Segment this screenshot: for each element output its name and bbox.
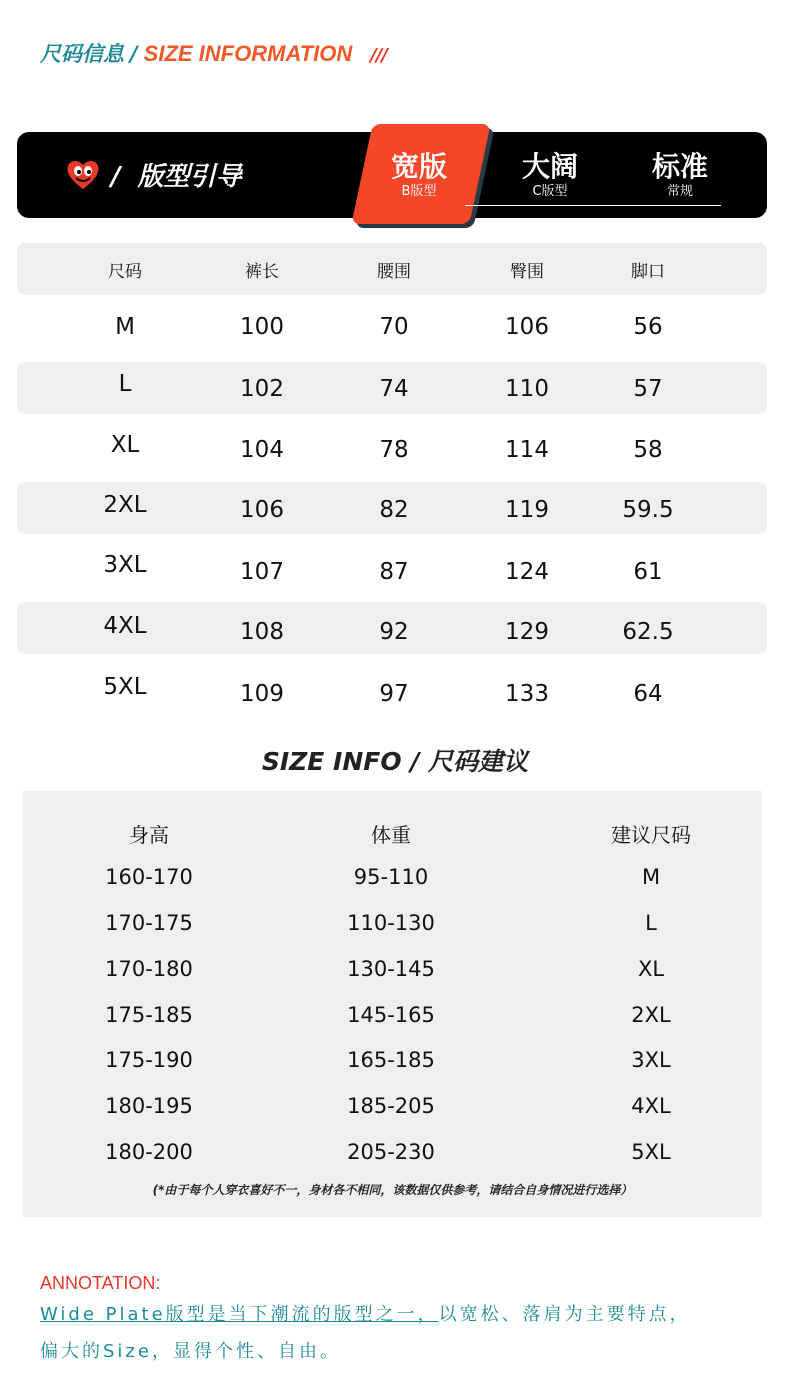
- size-cell: 5XL: [103, 674, 147, 700]
- length-cell: 109: [240, 681, 284, 707]
- hip-cell: 114: [505, 437, 549, 463]
- height-cell: 170-180: [105, 957, 193, 981]
- tab-standard-fit[interactable]: [640, 150, 720, 200]
- waist-cell: 78: [379, 437, 409, 463]
- length-cell: 104: [240, 437, 284, 463]
- size-cell: XL: [110, 432, 140, 458]
- waist-cell: 82: [379, 497, 409, 523]
- waist-cell: 70: [379, 314, 409, 340]
- height-cell: 170-175: [105, 911, 193, 935]
- fit-guide-label: 版型引导: [137, 162, 242, 192]
- hem-cell: 62.5: [622, 619, 674, 645]
- heart-face-icon: [65, 156, 101, 192]
- length-cell: 102: [240, 376, 284, 402]
- table-row: [17, 602, 767, 654]
- hip-cell: 129: [505, 619, 549, 645]
- size-recommendation-panel: [23, 791, 762, 1217]
- tab-wide-fit-label: 宽版: [390, 150, 447, 183]
- annotation-underlined-text: Wide Plate版型是当下潮流的版型之一，: [40, 1304, 439, 1325]
- header-slash: /: [130, 42, 138, 66]
- weight-cell: 110-130: [347, 911, 435, 935]
- header-cell: 尺码: [108, 262, 142, 282]
- height-cell: 180-200: [105, 1140, 193, 1164]
- tab-standard-fit-sub: 常规: [666, 184, 693, 199]
- weight-cell: 130-145: [347, 957, 435, 981]
- height-cell: 160-170: [105, 865, 193, 889]
- header-en: SIZE INFORMATION: [143, 41, 353, 66]
- hem-cell: 64: [633, 681, 663, 707]
- hem-cell: 61: [633, 559, 663, 585]
- header-bars: ///: [370, 45, 387, 66]
- hem-cell: 59.5: [622, 497, 674, 523]
- table-row: [17, 482, 767, 534]
- hip-cell: 133: [505, 681, 549, 707]
- suggested-size-cell: M: [641, 865, 661, 889]
- weight-cell: 95-110: [353, 865, 429, 889]
- annotation-line-1-rest: 以宽松、落肩为主要特点，: [438, 1304, 691, 1325]
- length-cell: 106: [240, 497, 284, 523]
- tab-loose-fit-label: 大阔: [521, 150, 578, 183]
- length-cell: 107: [240, 559, 284, 585]
- header-cell: 裤长: [245, 262, 279, 282]
- hip-cell: 119: [505, 497, 549, 523]
- weight-cell: 185-205: [347, 1094, 435, 1118]
- tab-wide-fit-sub: B版型: [401, 184, 437, 199]
- tab-loose-fit[interactable]: [510, 150, 590, 200]
- height-cell: 180-195: [105, 1094, 193, 1118]
- tab-wide-fit[interactable]: [379, 150, 459, 200]
- table-row: [17, 303, 767, 355]
- fit-guide-bar: [17, 132, 767, 218]
- tab-standard-fit-label: 标准: [651, 150, 708, 183]
- weight-header: 体重: [371, 823, 411, 847]
- table-row: [17, 423, 767, 475]
- hem-cell: 58: [633, 437, 663, 463]
- disclaimer-note: (*由于每个人穿衣喜好不一，身材各不相同，该数据仅供参考，请结合自身情况进行选择）: [152, 1183, 633, 1197]
- section-header: [40, 38, 387, 68]
- header-cell: 臀围: [510, 262, 544, 282]
- waist-cell: 92: [379, 619, 409, 645]
- size-cell: M: [115, 314, 135, 340]
- waist-cell: 97: [379, 681, 409, 707]
- weight-cell: 205-230: [347, 1140, 435, 1164]
- waist-cell: 74: [379, 376, 409, 402]
- hem-cell: 56: [633, 314, 663, 340]
- suggested-size-cell: 3XL: [631, 1048, 671, 1072]
- weight-cell: 145-165: [347, 1003, 435, 1027]
- header-cell: 脚口: [631, 262, 665, 282]
- size-info-title: SIZE INFO / 尺码建议: [261, 747, 529, 776]
- size-cell: L: [118, 371, 132, 397]
- table-row: [17, 663, 767, 715]
- suggested-size-cell: XL: [637, 957, 665, 981]
- hem-cell: 57: [633, 376, 663, 402]
- annotation-label: ANNOTATION:: [40, 1273, 161, 1293]
- suggested-size-cell: 5XL: [631, 1140, 671, 1164]
- fit-guide-title: [111, 156, 242, 193]
- size-table-header: [17, 243, 767, 295]
- weight-cell: 165-185: [347, 1048, 435, 1072]
- suggested-size-cell: L: [645, 911, 657, 935]
- hip-cell: 110: [505, 376, 549, 402]
- height-cell: 175-190: [105, 1048, 193, 1072]
- height-cell: 175-185: [105, 1003, 193, 1027]
- tab-loose-fit-sub: C版型: [532, 184, 568, 199]
- size-cell: 4XL: [103, 613, 147, 639]
- suggested-size-cell: 2XL: [631, 1003, 671, 1027]
- tab-underline: [465, 205, 721, 206]
- length-cell: 100: [240, 314, 284, 340]
- hip-cell: 124: [505, 559, 549, 585]
- size-cell: 2XL: [103, 492, 147, 518]
- header-cn: 尺码信息: [40, 42, 124, 66]
- suggested-size-cell: 4XL: [631, 1094, 671, 1118]
- height-header: 身高: [129, 823, 169, 847]
- hip-cell: 106: [505, 314, 549, 340]
- header-cell: 腰围: [377, 262, 411, 282]
- table-row: [17, 362, 767, 414]
- annotation-line-2: 偏大的Size，显得个性、自由。: [40, 1341, 341, 1362]
- table-row: [17, 543, 767, 595]
- size-cell: 3XL: [103, 552, 147, 578]
- waist-cell: 87: [379, 559, 409, 585]
- fit-guide-slash: /: [111, 162, 121, 192]
- length-cell: 108: [240, 619, 284, 645]
- annotation-line-1: [40, 1300, 691, 1326]
- suggested-size-header: 建议尺码: [611, 823, 691, 847]
